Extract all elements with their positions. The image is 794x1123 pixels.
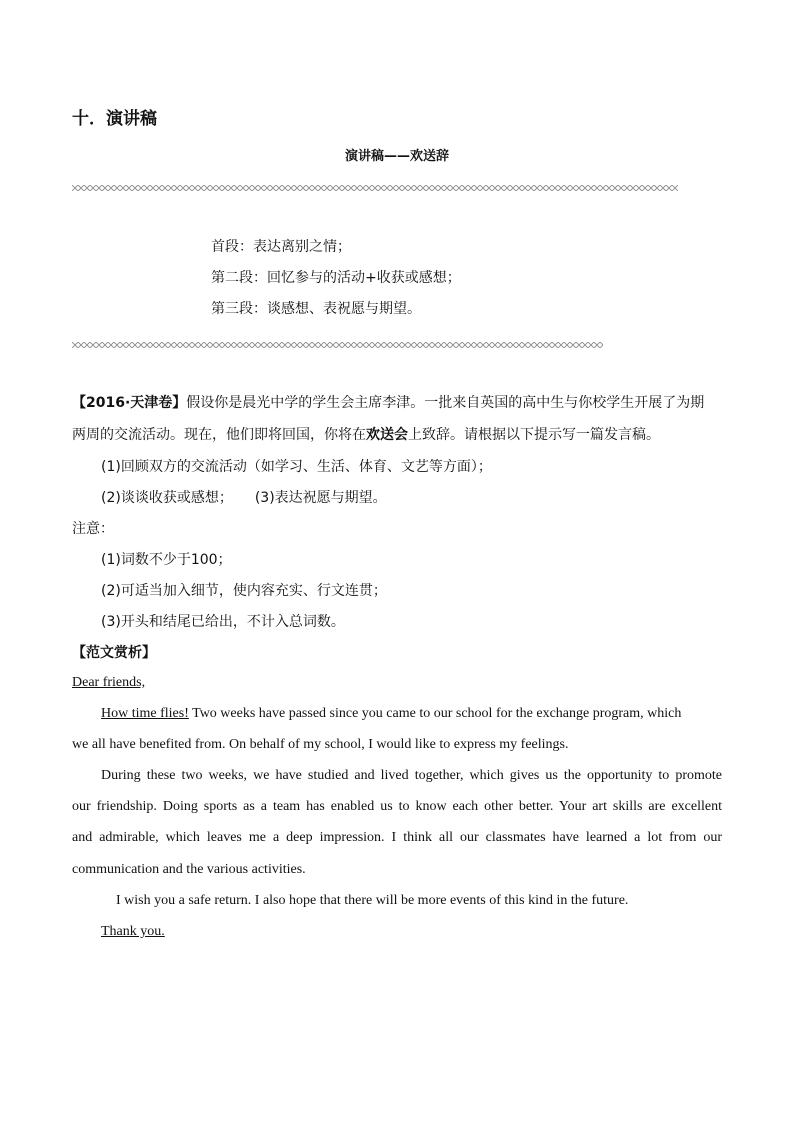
essay-p2-line-2: our friendship. Doing sports as a team has enabled us to know each other better. Your art skills are excellent bbox=[72, 799, 722, 814]
note-1: (1)词数不少于100； bbox=[101, 552, 232, 568]
task-point-2-3 bbox=[101, 487, 387, 507]
essay-p2-line-3: and admirable, which leaves me a deep impression. I think all our classmates have learned a lot from our bbox=[72, 830, 722, 845]
note-3: (3)开头和结尾已给出，不计入总词数。 bbox=[101, 614, 345, 630]
outline-line-2: 第二段：回忆参与的活动+收获或感想； bbox=[211, 270, 461, 286]
task-point-1: (1)回顾双方的交流活动（如学习、生活、体育、文艺等方面）； bbox=[101, 459, 492, 475]
essay-p1-opening: How time flies! bbox=[101, 706, 189, 721]
task-line-1 bbox=[72, 392, 722, 412]
wavy-divider-top bbox=[72, 185, 678, 191]
task-line-1-text: 假设你是晨光中学的学生会主席李津。一批来自英国的高中生与你校学生开展了为期 bbox=[186, 395, 705, 411]
section-title: 十．演讲稿 bbox=[72, 109, 157, 129]
task-line-2-before: 两周的交流活动。现在，他们即将回国，你将在 bbox=[72, 427, 366, 443]
wavy-divider-bottom bbox=[72, 342, 603, 348]
page-subtitle: 演讲稿——欢送辞 bbox=[344, 149, 449, 164]
task-line-2-bold: 欢送会 bbox=[366, 427, 408, 443]
model-essay-heading: 【范文赏析】 bbox=[72, 645, 156, 661]
note-2: (2)可适当加入细节，使内容充实、行文连贯； bbox=[101, 583, 387, 599]
task-point-2: (2)谈谈收获或感想； bbox=[101, 490, 233, 506]
notes-label: 注意： bbox=[72, 521, 114, 537]
essay-p1-line-1 bbox=[101, 706, 681, 722]
essay-p2-line-1: During these two weeks, we have studied and lived together, which gives us the opportunity to promote bbox=[101, 768, 722, 783]
task-point-3: (3)表达祝愿与期望。 bbox=[254, 490, 387, 506]
essay-p1-line-1-text: Two weeks have passed since you came to our school for the exchange program, which bbox=[188, 706, 682, 721]
essay-closing: Thank you. bbox=[101, 924, 165, 939]
essay-p2-line-4: communication and the various activities. bbox=[72, 862, 306, 877]
essay-p1-line-2: we all have benefited from. On behalf of my school, I would like to express my feelings. bbox=[72, 737, 569, 752]
outline-line-3: 第三段：谈感想、表祝愿与期望。 bbox=[211, 301, 421, 317]
task-line-2 bbox=[72, 424, 660, 444]
task-line-2-after: 上致辞。请根据以下提示写一篇发言稿。 bbox=[408, 427, 660, 443]
task-source-tag: 【2016·天津卷】 bbox=[72, 395, 187, 411]
outline-line-1: 首段：表达离别之情； bbox=[211, 239, 351, 255]
essay-p3: I wish you a safe return. I also hope that there will be more events of this kind in the future. bbox=[116, 893, 629, 908]
essay-greeting: Dear friends, bbox=[72, 675, 146, 690]
